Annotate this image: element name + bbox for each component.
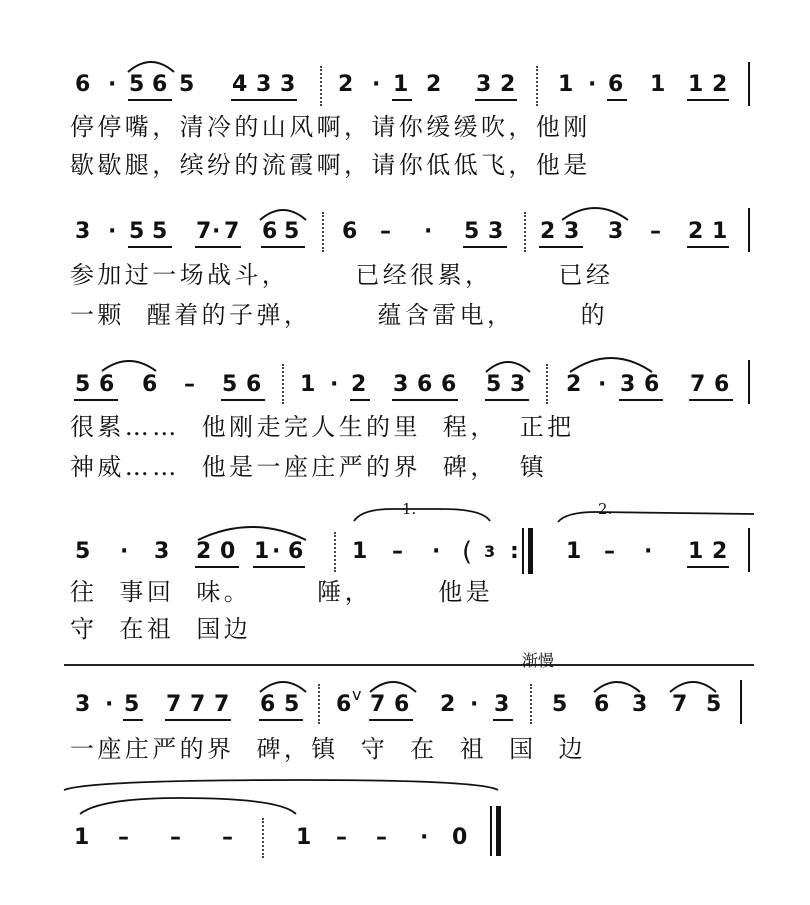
note: 7	[166, 692, 182, 717]
slur	[100, 355, 158, 373]
lyric-line-1: 一座庄严的界 碑，镇 守 在 祖 国 边	[70, 735, 586, 763]
note: 1	[650, 72, 666, 97]
note: 5	[464, 219, 480, 244]
note: 1	[296, 825, 312, 850]
paren: (	[462, 537, 473, 567]
underline	[689, 399, 733, 401]
lyric-line-1: 往 事回 味。 陲， 他是	[70, 578, 494, 606]
note: 6	[246, 372, 262, 397]
lyric-line-2: 神威…… 他是一座庄严的界 碑， 镇	[70, 453, 548, 481]
slur	[196, 520, 308, 542]
note: 1	[254, 539, 270, 564]
rest: 0	[452, 825, 468, 850]
note: 7	[224, 219, 240, 244]
underline	[128, 246, 172, 248]
final-barline-thin	[490, 806, 492, 856]
note: 7	[370, 692, 386, 717]
underline	[392, 399, 458, 401]
slur	[560, 202, 630, 222]
note: 5	[75, 372, 91, 397]
note: 6	[644, 372, 660, 397]
note: 2	[351, 372, 367, 397]
underline	[607, 99, 627, 101]
notation-row-6	[0, 826, 810, 866]
slur	[668, 676, 718, 694]
underline	[392, 99, 412, 101]
underline	[195, 246, 241, 248]
note: 2	[566, 372, 582, 397]
lyric-line-1: 参加过一场战斗， 已经很累， 已经	[70, 261, 614, 289]
note: 2	[440, 692, 456, 717]
barline	[282, 364, 284, 404]
note: 5	[486, 372, 502, 397]
note: 5	[129, 219, 145, 244]
final-barline-thick	[496, 806, 501, 856]
volta-2-label: 2.	[598, 500, 613, 518]
note: 5	[222, 372, 238, 397]
slur	[126, 56, 176, 74]
note: 3	[256, 72, 272, 97]
notation-row-5	[0, 685, 810, 733]
note: 6	[441, 372, 457, 397]
note: 3	[75, 692, 91, 717]
underline	[259, 719, 303, 721]
underline	[493, 719, 513, 721]
note: 5	[284, 692, 300, 717]
underline	[74, 399, 118, 401]
barline	[334, 532, 336, 572]
note: 0	[220, 539, 236, 564]
dot: ·	[644, 539, 653, 564]
note: 6	[262, 219, 278, 244]
dot: ·	[372, 72, 381, 97]
repeat-dots: :	[510, 539, 519, 564]
note: 6	[75, 72, 91, 97]
note: 6	[260, 692, 276, 717]
note: 6	[142, 372, 158, 397]
dash: –	[650, 219, 661, 244]
tempo-marking: 渐慢	[522, 651, 555, 670]
note: 3	[494, 692, 510, 717]
dash: –	[380, 219, 391, 244]
dot: ·	[272, 539, 281, 564]
note: 6	[394, 692, 410, 717]
note: 6	[342, 219, 358, 244]
lyric-line-1: 停停嘴，清冷的山风啊，请你缓缓吹，他刚	[70, 113, 591, 141]
underline	[221, 399, 265, 401]
barline	[740, 680, 742, 724]
barline	[320, 66, 322, 106]
note: 5	[706, 692, 722, 717]
slur	[258, 676, 308, 694]
note: 7	[196, 219, 212, 244]
barline	[530, 684, 532, 724]
note: 3	[484, 542, 496, 561]
breath-mark: v	[352, 685, 362, 704]
barline	[748, 528, 750, 572]
note: 1	[566, 539, 582, 564]
barline	[748, 360, 750, 404]
section-divider	[64, 664, 754, 666]
note: 3	[75, 219, 91, 244]
slur	[368, 676, 418, 694]
barline	[322, 212, 324, 252]
note: 6	[417, 372, 433, 397]
note: 1	[300, 372, 316, 397]
dot: ·	[330, 372, 339, 397]
note: 7	[190, 692, 206, 717]
note: 2	[712, 72, 728, 97]
note: 2	[688, 219, 704, 244]
note: 5	[179, 72, 195, 97]
underline	[687, 566, 729, 568]
dot: ·	[120, 539, 129, 564]
note: 6	[594, 692, 610, 717]
lyric-line-2: 一颗 醒着的子弹， 蕴含雷电， 的	[70, 301, 609, 329]
note: 7	[690, 372, 706, 397]
note: 3	[154, 539, 170, 564]
dash: –	[184, 372, 195, 397]
repeat-barline-thick	[528, 528, 533, 574]
repeat-barline-thin	[522, 528, 524, 574]
note: 2	[500, 72, 516, 97]
dash: –	[118, 825, 129, 850]
volta-1-label: 1.	[402, 500, 417, 518]
underline	[195, 566, 239, 568]
underline	[485, 399, 529, 401]
note: 5	[552, 692, 568, 717]
note: 3	[476, 72, 492, 97]
underline	[165, 719, 231, 721]
underline	[369, 719, 413, 721]
note: 5	[124, 692, 140, 717]
note: 1	[688, 72, 704, 97]
note: 3	[510, 372, 526, 397]
notation-row-2	[0, 220, 810, 260]
note: 5	[284, 219, 300, 244]
note: 1	[558, 72, 574, 97]
barline	[748, 208, 750, 252]
underline	[253, 566, 305, 568]
note: 2	[338, 72, 354, 97]
note: 6	[152, 72, 168, 97]
barline	[546, 364, 548, 404]
note: 5	[152, 219, 168, 244]
dash: –	[222, 825, 233, 850]
underline	[619, 399, 663, 401]
note: 2	[540, 219, 556, 244]
barline	[748, 62, 750, 106]
dot: ·	[432, 539, 441, 564]
phrase-slur	[60, 778, 502, 818]
underline	[463, 246, 507, 248]
note: 7	[214, 692, 230, 717]
dot: ·	[212, 219, 221, 244]
barline	[318, 684, 320, 724]
dot: ·	[588, 72, 597, 97]
lyric-line-2: 守 在祖 国边	[70, 615, 252, 643]
volta-1	[352, 505, 492, 523]
slur	[592, 676, 642, 694]
note: 6	[336, 692, 352, 717]
slur	[258, 204, 308, 222]
dot: ·	[598, 372, 607, 397]
note: 2	[196, 539, 212, 564]
volta-2	[556, 508, 756, 524]
note: 3	[632, 692, 648, 717]
notation-row-1	[0, 73, 810, 113]
note: 1	[712, 219, 728, 244]
note: 1	[74, 825, 90, 850]
note: 3	[620, 372, 636, 397]
note: 6	[608, 72, 624, 97]
dot: ·	[105, 692, 114, 717]
underline	[128, 99, 172, 101]
underline	[231, 99, 297, 101]
note: 5	[75, 539, 91, 564]
note: 4	[232, 72, 248, 97]
slur	[568, 352, 654, 374]
barline	[524, 212, 526, 252]
note: 5	[129, 72, 145, 97]
dot: ·	[420, 825, 429, 850]
note: 3	[488, 219, 504, 244]
lyric-line-1: 很累…… 他刚走完人生的里 程， 正把	[70, 413, 575, 441]
underline	[687, 246, 729, 248]
note: 3	[608, 219, 624, 244]
dash: –	[170, 825, 181, 850]
dot: ·	[108, 219, 117, 244]
note: 1	[393, 72, 409, 97]
note: 3	[564, 219, 580, 244]
lyric-line-2: 歇歇腿，缤纷的流霞啊，请你低低飞，他是	[70, 151, 591, 179]
note: 1	[688, 539, 704, 564]
note: 7	[672, 692, 688, 717]
note: 1	[352, 539, 368, 564]
note: 2	[426, 72, 442, 97]
barline	[536, 66, 538, 106]
note: 2	[712, 539, 728, 564]
dot: ·	[424, 219, 433, 244]
note: 6	[714, 372, 730, 397]
underline	[123, 719, 143, 721]
underline	[539, 246, 583, 248]
dot: ·	[108, 72, 117, 97]
notation-row-4	[0, 537, 810, 580]
note: 3	[280, 72, 296, 97]
notation-row-3	[0, 373, 810, 413]
underline	[261, 246, 305, 248]
dash: –	[336, 825, 347, 850]
underline	[687, 99, 729, 101]
barline	[262, 818, 264, 858]
dash: –	[376, 825, 387, 850]
note: 3	[393, 372, 409, 397]
dash: –	[604, 539, 615, 564]
note: 6	[99, 372, 115, 397]
underline	[350, 399, 370, 401]
underline	[475, 99, 517, 101]
note: 6	[288, 539, 304, 564]
dot: ·	[470, 692, 479, 717]
slur	[484, 356, 532, 374]
dash: –	[392, 539, 403, 564]
